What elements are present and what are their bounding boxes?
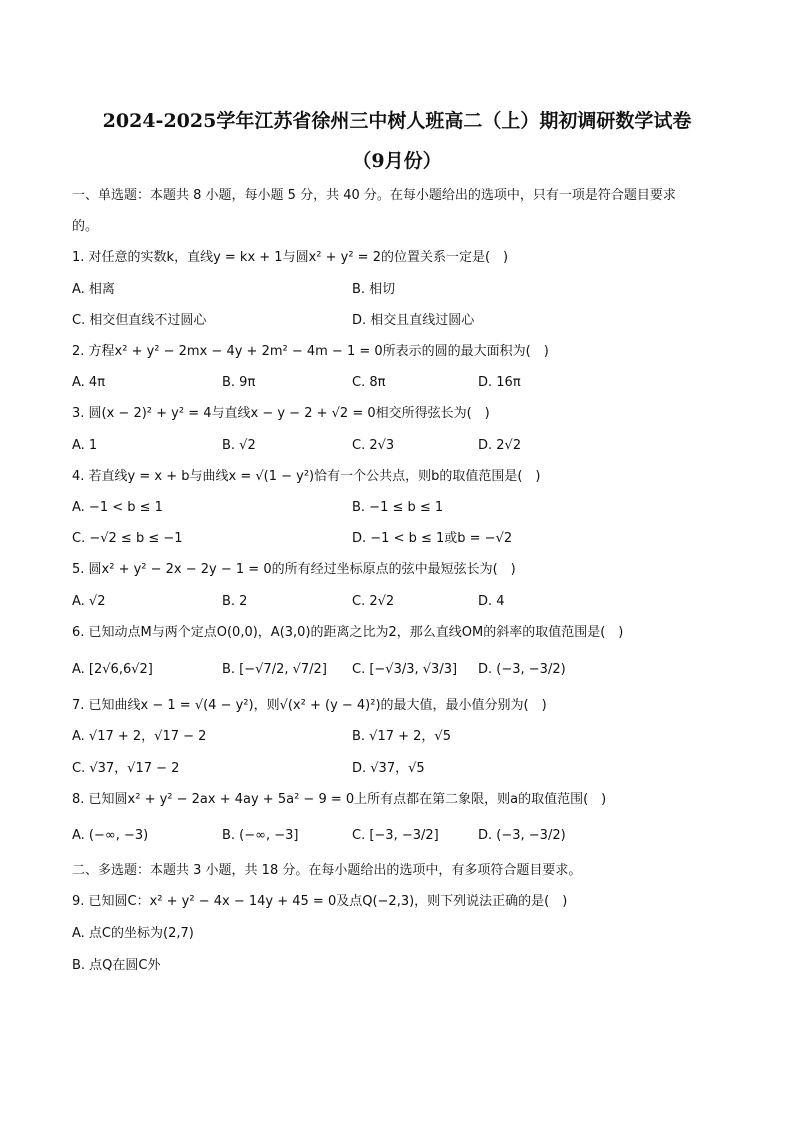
- q6-option-b: B. [−√7/2, √7/2]: [222, 662, 327, 677]
- q8-stem: 8. 已知圆x² + y² − 2ax + 4ay + 5a² − 9 = 0上所有点都在第二象限，则a的取值范围( ): [72, 792, 607, 807]
- q9-stem: 9. 已知圆C：x² + y² − 4x − 14y + 45 = 0及点Q(−2,3)，则下列说法正确的是( ): [72, 894, 568, 909]
- q3-stem: 3. 圆(x − 2)² + y² = 4与直线x − y − 2 + √2 = 0相交所得弦长为( ): [72, 406, 490, 421]
- q6-option-a: A. [2√6,6√2]: [72, 662, 153, 677]
- q5-option-c: C. 2√2: [352, 594, 395, 609]
- q4-stem: 4. 若直线y = x + b与曲线x = √(1 − y²)恰有一个公共点，则b的取值范围是( ): [72, 469, 541, 484]
- q1-option-c: C. 相交但直线不过圆心: [72, 313, 207, 328]
- q4-option-c: C. −√2 ≤ b ≤ −1: [72, 531, 183, 546]
- q2-option-a: A. 4π: [72, 375, 106, 390]
- q8-option-d: D. (−3, −3/2): [478, 828, 566, 843]
- q4-option-a: A. −1 < b ≤ 1: [72, 500, 163, 515]
- exam-title: 2024-2025学年江苏省徐州三中树人班高二（上）期初调研数学试卷: [102, 110, 692, 132]
- q5-option-a: A. √2: [72, 594, 106, 609]
- q9-option-a: A. 点C的坐标为(2,7): [72, 926, 194, 941]
- q3-option-b: B. √2: [222, 438, 256, 453]
- q7-option-d: D. √37，√5: [352, 761, 425, 776]
- q7-option-b: B. √17 + 2，√5: [352, 729, 451, 744]
- section2-heading: 二、多选题：本题共 3 小题，共 18 分。在每小题给出的选项中，有多项符合题目要求。: [72, 863, 582, 878]
- q4-option-b: B. −1 ≤ b ≤ 1: [352, 500, 444, 515]
- section1-heading: 一、单选题：本题共 8 小题，每小题 5 分，共 40 分。在每小题给出的选项中，只有一项是符合题目要求: [72, 188, 676, 203]
- q6-stem: 6. 已知动点M与两个定点O(0,0)，A(3,0)的距离之比为2，那么直线OM的斜率的取值范围是( ): [72, 625, 624, 640]
- q5-option-d: D. 4: [478, 594, 505, 609]
- q6-option-c: C. [−√3/3, √3/3]: [352, 662, 458, 677]
- q8-option-a: A. (−∞, −3): [72, 828, 149, 843]
- q6-option-d: D. (−3, −3/2): [478, 662, 566, 677]
- q8-option-c: C. [−3, −3/2]: [352, 828, 439, 843]
- q1-option-b: B. 相切: [352, 282, 396, 297]
- exam-subtitle: （9月份）: [352, 150, 442, 172]
- q7-option-c: C. √37，√17 − 2: [72, 761, 180, 776]
- section1-heading-cont: 的。: [72, 219, 99, 234]
- q7-option-a: A. √17 + 2，√17 − 2: [72, 729, 207, 744]
- q1-option-a: A. 相离: [72, 282, 115, 297]
- q5-option-b: B. 2: [222, 594, 248, 609]
- q7-stem: 7. 已知曲线x − 1 = √(4 − y²)，则√(x² + (y − 4)²)的最大值，最小值分别为( ): [72, 698, 547, 713]
- q2-stem: 2. 方程x² + y² − 2mx − 4y + 2m² − 4m − 1 = 0所表示的圆的最大面积为( ): [72, 344, 549, 359]
- q3-option-a: A. 1: [72, 438, 98, 453]
- q3-option-c: C. 2√3: [352, 438, 395, 453]
- q8-option-b: B. (−∞, −3]: [222, 828, 299, 843]
- q1-option-d: D. 相交且直线过圆心: [352, 313, 475, 328]
- q5-stem: 5. 圆x² + y² − 2x − 2y − 1 = 0的所有经过坐标原点的弦中最短弦长为( ): [72, 562, 516, 577]
- q2-option-c: C. 8π: [352, 375, 386, 390]
- q1-stem: 1. 对任意的实数k，直线y = kx + 1与圆x² + y² = 2的位置关系一定是( ): [72, 250, 509, 265]
- q9-option-b: B. 点Q在圆C外: [72, 958, 161, 973]
- q2-option-d: D. 16π: [478, 375, 521, 390]
- q4-option-d: D. −1 < b ≤ 1或b = −√2: [352, 531, 513, 546]
- q3-option-d: D. 2√2: [478, 438, 522, 453]
- q2-option-b: B. 9π: [222, 375, 256, 390]
